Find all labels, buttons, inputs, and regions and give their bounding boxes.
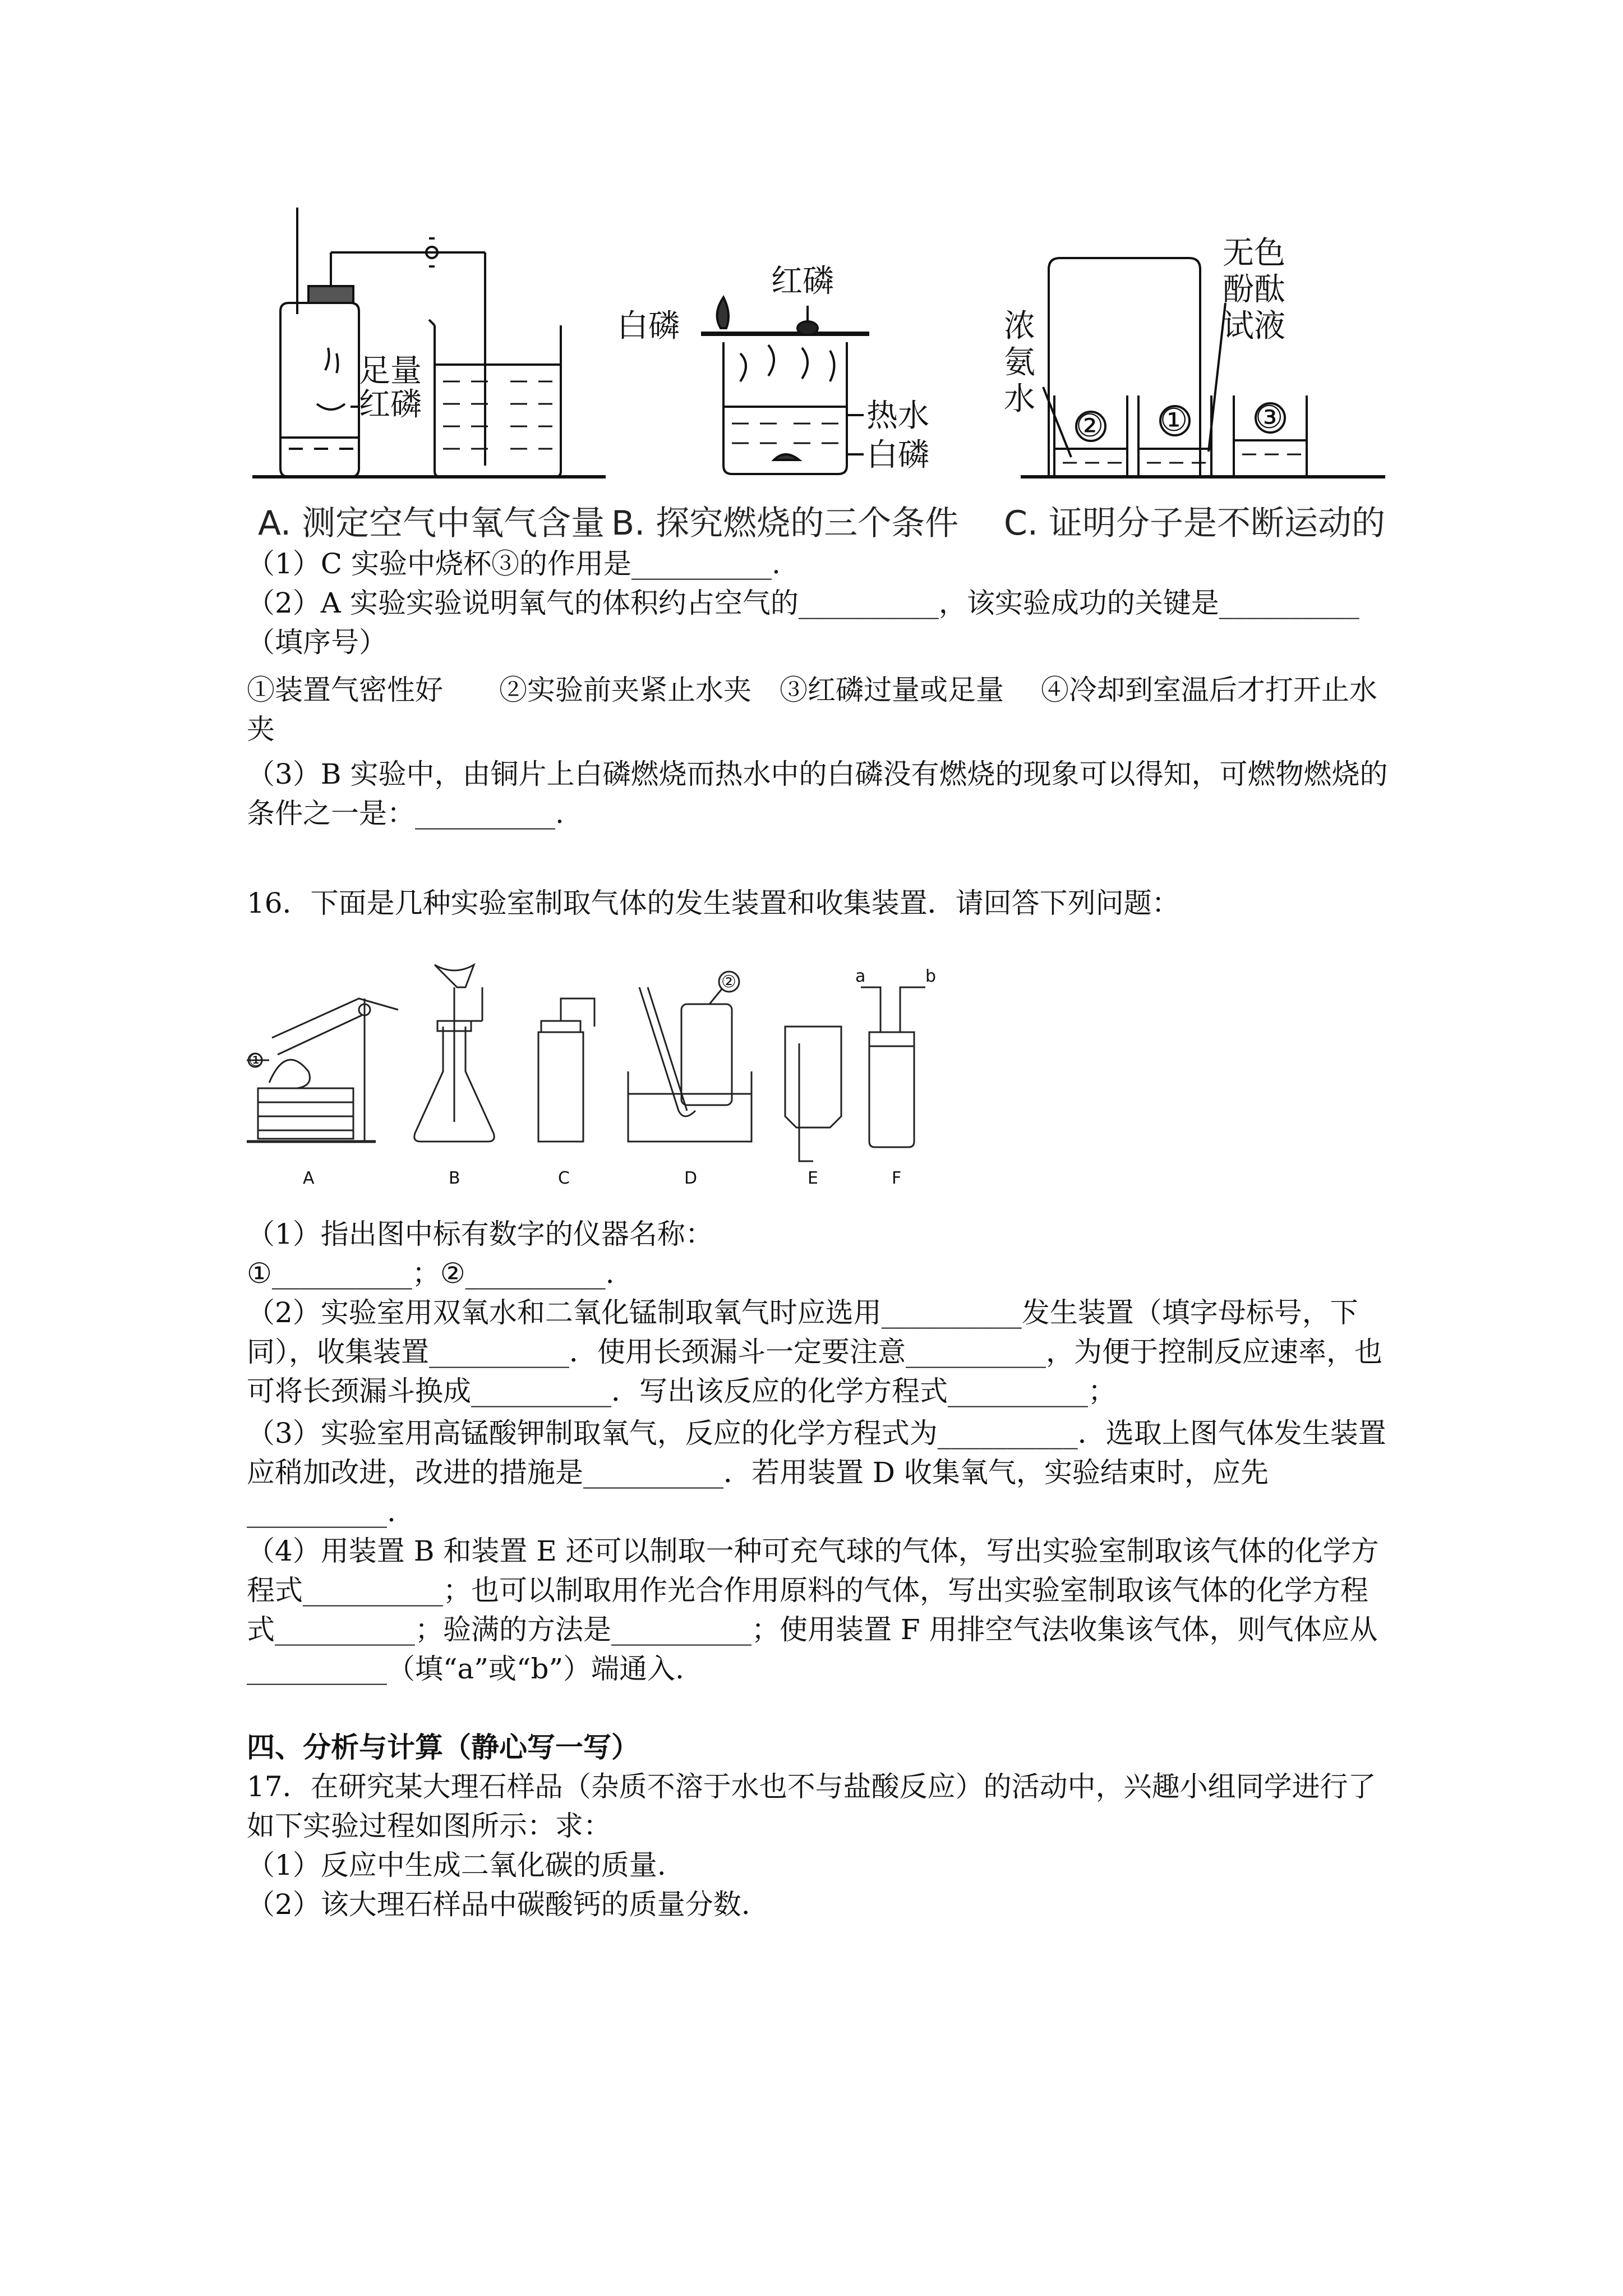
- q17-part2: （2）该大理石样品中碳酸钙的质量分数.: [247, 1888, 750, 1921]
- caption-a: A. 测定空气中氧气含量: [258, 504, 605, 543]
- q17-stem: 17．在研究某大理石样品（杂质不溶于水也不与盐酸反应）的活动中，兴趣小组同学进行了如下实验过程如图所示：求：: [247, 1770, 1376, 1842]
- fig-label-d: D: [684, 1168, 698, 1188]
- label-a-top: 足量: [359, 353, 422, 389]
- label-c-1: 无色: [1223, 235, 1285, 272]
- label-b-white-top: 白磷: [617, 308, 680, 344]
- fig-label-b: B: [449, 1168, 460, 1188]
- q15-part3: （3）B 实验中，由铜片上白磷燃烧而热水中的白磷没有燃烧的现象可以得知，可燃物燃烧的条件之一是：__________.: [247, 758, 1388, 830]
- fig-marker-2: ②: [721, 972, 736, 992]
- gas-apparatus-figure: [247, 942, 942, 1206]
- q15-part2-options: ①装置气密性好 ②实验前夹紧止水夹 ③红磷过量或足量 ④冷却到室温后才打开止水夹: [247, 674, 1377, 746]
- fig-marker-1: ①: [248, 1051, 264, 1070]
- label-c-beaker-3: ③: [1255, 399, 1284, 436]
- fig-label-e: E: [808, 1168, 818, 1188]
- label-c-2: 酚酞: [1223, 272, 1285, 308]
- label-c-beaker-1: ①: [1160, 402, 1188, 439]
- fig-label-c: C: [558, 1168, 570, 1188]
- q16-part3: （3）实验室用高锰酸钾制取氧气，反应的化学方程式为__________．选取上图气体发生装置应稍加改进，改进的措施是__________．若用装置 D 收集氧气，实验结束时，应先__________.: [247, 1417, 1386, 1528]
- q17-part1: （1）反应中生成二氧化碳的质量.: [247, 1849, 666, 1881]
- label-a-bottom: 红磷: [359, 386, 422, 423]
- caption-b: B. 探究燃烧的三个条件: [611, 504, 959, 543]
- q16-part4: （4）用装置 B 和装置 E 还可以制取一种可充气球的气体，写出实验室制取该气体的化学方程式__________；也可以制取用作光合作用原料的气体，写出实验室制取该气体的化学方程式__________；验满的方法是__________；使用装置 F 用排空气法收集该气体，则气体应从__________（填“a”或“b”）端通入.: [247, 1535, 1379, 1685]
- q16-title: 16．下面是几种实验室制取气体的发生装置和收集装置．请回答下列问题：: [247, 887, 1180, 919]
- q15-part1: （1）C 实验中烧杯③的作用是__________.: [247, 547, 781, 580]
- section4-heading: 四、分析与计算（静心写一写）: [247, 1731, 639, 1764]
- q16-part2: （2）实验室用双氧水和二氧化锰制取氧气时应选用__________发生装置（填字母标号，下同），收集装置__________．使用长颈漏斗一定要注意__________，为便于控制反应速率，也可将长颈漏斗换成__________．写出该反应的化学方程式__________；: [247, 1296, 1382, 1407]
- label-c-4: 浓: [1004, 308, 1035, 344]
- q15-part2: （2）A 实验实验说明氧气的体积约占空气的__________，该实验成功的关键是__________（填序号）: [247, 587, 1359, 659]
- experiment-figure-abc: [247, 185, 1402, 544]
- label-c-5: 氨: [1004, 344, 1035, 381]
- label-b-white-bottom: 白磷: [866, 437, 929, 473]
- label-c-6: 水: [1004, 381, 1035, 417]
- label-c-beaker-2: ②: [1076, 408, 1104, 444]
- q16-part1-blanks: ①__________；②__________.: [247, 1257, 615, 1290]
- fig-label-f: F: [892, 1168, 902, 1188]
- caption-c: C. 证明分子是不断运动的: [1004, 504, 1386, 543]
- fig-port-a: a: [855, 967, 866, 986]
- fig-label-a: A: [303, 1168, 315, 1188]
- q16-part1: （1）指出图中标有数字的仪器名称：: [247, 1218, 713, 1250]
- label-b-hot-water: 热水: [866, 398, 929, 434]
- fig-port-b: b: [925, 967, 937, 986]
- label-c-3: 试液: [1223, 308, 1285, 344]
- label-b-red: 红磷: [771, 263, 834, 300]
